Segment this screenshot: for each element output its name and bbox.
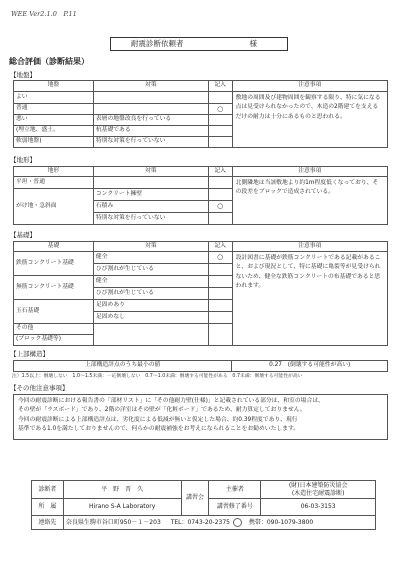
foundation-header-measure: 対策 — [93, 242, 208, 252]
terrain-header-measure: 対策 — [93, 167, 208, 177]
structure-legend: 注）1.5以上：倒壊しない 1.0～1.5未満：一応倒壊しない 0.7～1.0未満：倒壊する可能性がある 0.7未満：倒壊する可能性が高い — [12, 374, 303, 379]
foundation-item-stone: 玉石基礎 — [14, 300, 94, 324]
contact-tel: TEL：0743-20-2375 — [170, 519, 230, 526]
diagnoser-label: 診断者 — [32, 481, 64, 499]
terrain-entry — [208, 177, 232, 189]
foundation-entry — [208, 324, 232, 346]
client-label: 耐震診断依頼者 — [131, 39, 184, 49]
foundation-entry — [208, 264, 232, 276]
phone-icon — [233, 518, 242, 527]
terrain-header-terrain: 地形 — [14, 167, 94, 177]
contact-address: 奈良県生駒市谷口町950－１－203 — [65, 519, 161, 526]
foundation-entry — [208, 312, 232, 324]
cert-label: 講習修了番号 — [209, 499, 261, 516]
foundation-item-other: その他 — [14, 324, 94, 335]
ground-header-ground: 地盤 — [14, 81, 94, 92]
honorific: 様 — [249, 39, 257, 49]
ground-entry — [208, 126, 232, 137]
foundation-entry — [208, 276, 232, 288]
ground-table — [13, 80, 388, 148]
foundation-measure-sound: 健全 — [93, 252, 208, 264]
foundation-header-entry: 記入 — [208, 242, 232, 252]
ground-note: 敷地の周囲及び建物周囲を観察する限り、特に気になる点は見受けられなかったので、木造の2階建てを支えるだけの耐力は十分にあるものと思われる。 — [232, 92, 387, 148]
affiliation-value: Hirano S-A Laboratory — [63, 499, 181, 516]
structure-section-title: 【上部構造】 — [10, 350, 49, 358]
cert-number: 06-03-3153 — [261, 499, 376, 516]
ground-entry-mark: ○ — [208, 104, 232, 115]
ground-header-note: 注意事項 — [232, 81, 387, 92]
foundation-measure-tie-yes: 足固めあり — [93, 300, 208, 312]
ground-entry — [208, 115, 232, 126]
foundation-header-type: 基礎 — [14, 242, 94, 252]
ground-item-landfill: (埋立地、盛土、 — [14, 126, 94, 137]
structure-label: 上部構造評点のうち最小の値 — [14, 361, 232, 372]
foundation-item-plain: 無筋コンクリート基礎 — [14, 276, 94, 300]
foundation-section-title: 【基礎】 — [10, 231, 36, 239]
terrain-table — [13, 166, 388, 225]
organizer-value — [261, 481, 376, 499]
foundation-item-block: (ブロック基礎等) — [14, 335, 94, 346]
foundation-measure-sound: 健全 — [93, 276, 208, 288]
ground-item-soft: 軟弱地盤) — [14, 137, 94, 148]
terrain-entry — [208, 213, 232, 225]
other-note-line: 今回の耐震診断における報告書の「部材リスト」に「その他耐力壁(仕様)」と記載されている部分は、和室の場合は、 — [18, 398, 324, 404]
contact-label: 連絡先 — [32, 516, 64, 530]
diagnoser-name: 平 野 晋 久 — [63, 481, 181, 499]
other-section-title: 【その他注意事項】 — [10, 384, 69, 392]
foundation-item-rc: 鉄筋コンクリート基礎 — [14, 252, 94, 276]
ground-item-normal: 普通 — [14, 104, 94, 115]
terrain-note: 北側隣地は当該敷地より約1m程度低くなっており、その段差をブロックで造成されている。 — [232, 177, 387, 225]
terrain-header-entry: 記入 — [208, 167, 232, 177]
foundation-note: 設計図書に基礎が鉄筋コンクリートである記載があること、および現況として、特に基礎に亀裂等が見受けられないため、健全な鉄筋コンクリートの布基礎であると思われます。 — [232, 252, 387, 346]
footer-table — [31, 480, 376, 530]
foundation-measure-cracked: ひび割れが生じている — [93, 288, 208, 300]
terrain-measure-stone: 石積み — [93, 201, 208, 213]
version-label: WEE Ver2.1.0 P.11 — [11, 10, 77, 18]
terrain-item-slope: がけ地・急斜面 — [14, 189, 94, 225]
foundation-measure-cracked: ひび割れが生じている — [93, 264, 208, 276]
terrain-section-title: 【地形】 — [10, 156, 36, 164]
foundation-header-note: 注意事項 — [232, 242, 387, 252]
terrain-entry — [208, 189, 232, 201]
foundation-measure-tie-no: 足固めなし — [93, 312, 208, 324]
foundation-entry — [208, 300, 232, 312]
affiliation-label: 所 属 — [32, 499, 64, 516]
terrain-measure-none: 特別な対策を行っていない — [93, 213, 208, 225]
foundation-measure-other — [93, 324, 208, 346]
ground-measure-pile: 杭基礎である — [93, 126, 208, 137]
other-note-line: 基準である1.0を満たしておりませんので、何らかの耐震補強をお考えになられることをお勧めいたします。 — [18, 425, 300, 432]
terrain-measure-empty — [93, 177, 208, 189]
organizer-label: 主催者 — [209, 481, 261, 499]
foundation-entry — [208, 288, 232, 300]
lecture-label: 講習会 — [181, 481, 209, 516]
structure-value: 0.27 (倒壊する可能性が高い) — [232, 361, 388, 372]
contact-mobile: 携帯：090-1079-3800 — [248, 519, 314, 526]
other-note-line: その壁が「ラスボード」であり、2階の洋室はその壁が「化粧ボード」であるため、耐力算定しておりません。 — [18, 407, 306, 414]
ground-header-entry: 記入 — [208, 81, 232, 92]
ground-measure-empty — [93, 104, 208, 115]
ground-item-good: よい — [14, 92, 94, 104]
client-name-box — [110, 37, 288, 51]
terrain-header-note: 注意事項 — [232, 167, 387, 177]
ground-item-bad: 悪い — [14, 115, 94, 126]
ground-section-title: 【地盤】 — [10, 71, 36, 79]
ground-measure-none: 特別な対策を行っていない — [93, 137, 208, 148]
ground-entry — [208, 137, 232, 148]
organizer-line2: (木造住宅耐震診断) — [291, 489, 345, 497]
foundation-table — [13, 241, 388, 346]
ground-measure-improve: 表層の地盤改良を行っている — [93, 115, 208, 126]
terrain-entry-mark: ○ — [208, 201, 232, 213]
terrain-measure-retaining-wall: コンクリート擁壁 — [93, 189, 208, 201]
foundation-entry-mark: ○ — [208, 252, 232, 264]
terrain-item-flat: 平坦・普通 — [14, 177, 94, 189]
ground-header-measure: 対策 — [93, 81, 208, 92]
other-notes-box — [13, 394, 388, 440]
ground-entry-good — [208, 92, 232, 104]
structure-table — [13, 360, 388, 372]
other-note-line: 今回の耐震診断による上部構造評点は、劣化度による低減が無いと仮定した場合、約0.39程度であり、現行 — [18, 416, 298, 423]
contact-value — [63, 516, 375, 530]
ground-measure-empty — [93, 92, 208, 104]
overall-evaluation-title: 総合評価（診断結果） — [9, 57, 89, 66]
organizer-line1: (財)日本建築防災協会 — [288, 481, 348, 489]
